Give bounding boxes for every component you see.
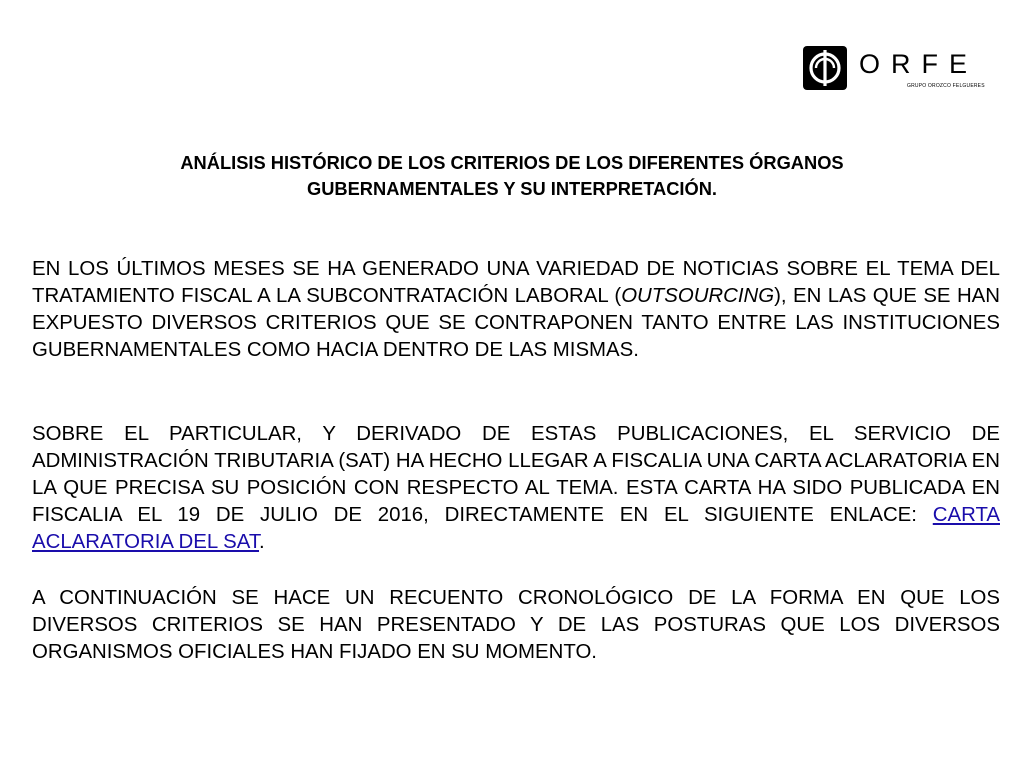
paragraph-sat-period: . <box>259 531 265 553</box>
outsourcing-term: OUTSOURCING <box>621 285 775 307</box>
logo-tagline: GRUPO OROZCO FELGUERES <box>907 83 985 89</box>
paragraph-chronology: A CONTINUACIÓN SE HACE UN RECUENTO CRONOLÓGICO DE LA FORMA EN QUE LOS DIVERSOS CRITERIOS SE HAN PRESENTADO Y DE LAS POSTURAS QUE LOS DIVERSOS ORGANISMOS OFICIALES HAN FIJADO EN SU MOMENTO. <box>32 587 1000 663</box>
title-line-1: ANÁLISIS HISTÓRICO DE LOS CRITERIOS DE LOS DIFERENTES ÓRGANOS <box>180 152 844 173</box>
paragraph-intro-text-end: ), EN LAS QUE SE HAN EXPUESTO DIVERSOS CRITERIOS QUE SE CONTRAPONEN TANTO ENTRE LAS INSTITUCIONES GUBERNAMENTALES COMO HACIA DENTRO DE LAS MISMAS. <box>32 285 1000 361</box>
paragraph-sat-text: SOBRE EL PARTICULAR, Y DERIVADO DE ESTAS PUBLICACIONES, EL SERVICIO DE ADMINISTRACIÓN TRIBUTARIA (SAT) HA HECHO LLEGAR A FISCALIA UNA CARTA ACLARATORIA EN LA QUE PRECISA SU POSICIÓN CON RESPECTO AL TEMA. ESTA CARTA HA SIDO PUBLICADA EN FISCALIA EL 19 DE JULIO DE 2016, DIRECTAMENTE EN EL SIGUIENTE ENLACE: <box>32 423 1000 526</box>
paragraph-intro <box>32 256 1000 364</box>
title-line-2: GUBERNAMENTALES Y SU INTERPRETACIÓN. <box>306 178 717 199</box>
document-title <box>70 150 954 202</box>
paragraph-intro-text-start: EN LOS ÚLTIMOS MESES SE HA GENERADO UNA VARIEDAD DE NOTICIAS SOBRE EL TEMA DEL TRATAMIENTO FISCAL A LA SUBCONTRATACIÓN LABORAL ( <box>32 258 1000 307</box>
logo-wordmark: ORFE <box>859 49 979 79</box>
orfe-logo <box>803 46 983 94</box>
sat-letter-link[interactable]: CARTA ACLARATORIA DEL SAT <box>32 504 1000 553</box>
orfe-emblem-icon <box>803 46 847 90</box>
paragraph-sat-letter <box>32 421 1000 556</box>
